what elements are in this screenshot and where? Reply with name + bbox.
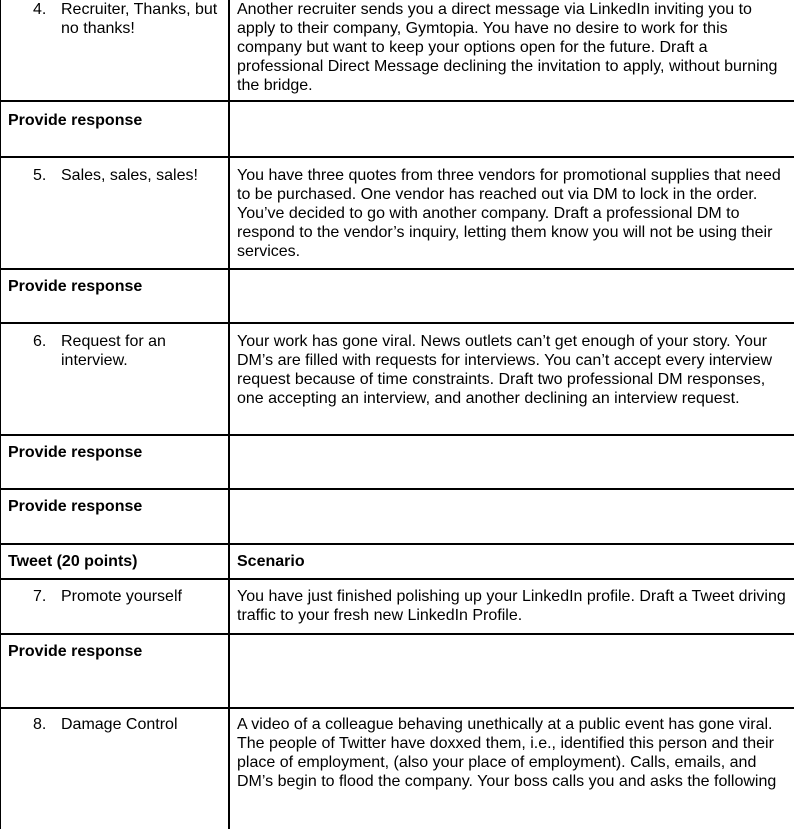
provide-response-label: Provide response	[8, 278, 143, 295]
item-number: 7.	[33, 588, 47, 605]
section-header-scenario: Scenario	[237, 553, 305, 570]
scenario-text: A video of a colleague behaving unethically at a public event has gone viral. The people of Twitter have doxxed them, i.e., identified this person and their place of employment, (also your place of employment). Calls, emails, and DM’s begin to flood the company. Your boss calls you and asks the following	[237, 716, 777, 790]
item-number: 5.	[33, 167, 47, 184]
item-title: Damage Control	[61, 716, 178, 733]
item-title: Promote yourself	[61, 588, 182, 605]
item-title: Recruiter, Thanks, but no thanks!	[61, 1, 218, 37]
provide-response-label: Provide response	[8, 643, 143, 660]
item-title: Request for an interview.	[61, 333, 166, 369]
table-row-item-6	[0, 324, 794, 436]
provide-response-label: Provide response	[8, 112, 143, 129]
scenario-text: You have just finished polishing up your LinkedIn profile. Draft a Tweet driving traffic to your fresh new LinkedIn Profile.	[237, 588, 786, 624]
provide-response-label: Provide response	[8, 444, 143, 461]
provide-response-label: Provide response	[8, 498, 143, 515]
table-row-response	[0, 635, 794, 709]
scenario-text: You have three quotes from three vendors for promotional supplies that need to be purchased. One vendor has reached out via DM to lock in the order. You’ve decided to go with another company. Draft a professional DM to respond to the vendor’s inquiry, letting them know you will not be using their services.	[237, 167, 781, 260]
table-row-response	[0, 270, 794, 324]
table-row-response	[0, 102, 794, 158]
table-section-header	[0, 545, 794, 580]
item-title: Sales, sales, sales!	[61, 167, 198, 184]
section-header-tweet: Tweet (20 points)	[8, 553, 138, 570]
table-row-response	[0, 490, 794, 545]
item-number: 8.	[33, 716, 47, 733]
table-row-item-7	[0, 580, 794, 635]
scenario-text: Another recruiter sends you a direct message via LinkedIn inviting you to apply to their company, Gymtopia. You have no desire to work for this company but want to keep your options open for the future. Draft a professional Direct Message declining the invitation to apply, without burning the bridge.	[237, 1, 778, 94]
table-row-item-8	[0, 709, 794, 829]
item-number: 6.	[33, 333, 47, 350]
response-field[interactable]	[237, 102, 792, 154]
table-row-item-4	[0, 0, 794, 102]
scenario-text: Your work has gone viral. News outlets can’t get enough of your story. Your DM’s are filled with requests for interviews. You can’t accept every interview request because of time constraints. Draft two professional DM responses, one accepting an interview, and another declining an interview request.	[237, 333, 773, 407]
table-row-response	[0, 436, 794, 490]
item-number: 4.	[33, 1, 47, 18]
response-field[interactable]	[237, 635, 792, 705]
response-field[interactable]	[237, 490, 792, 541]
response-field[interactable]	[237, 436, 792, 486]
column-divider	[228, 0, 230, 100]
table-row-item-5	[0, 158, 794, 270]
response-field[interactable]	[237, 270, 792, 320]
